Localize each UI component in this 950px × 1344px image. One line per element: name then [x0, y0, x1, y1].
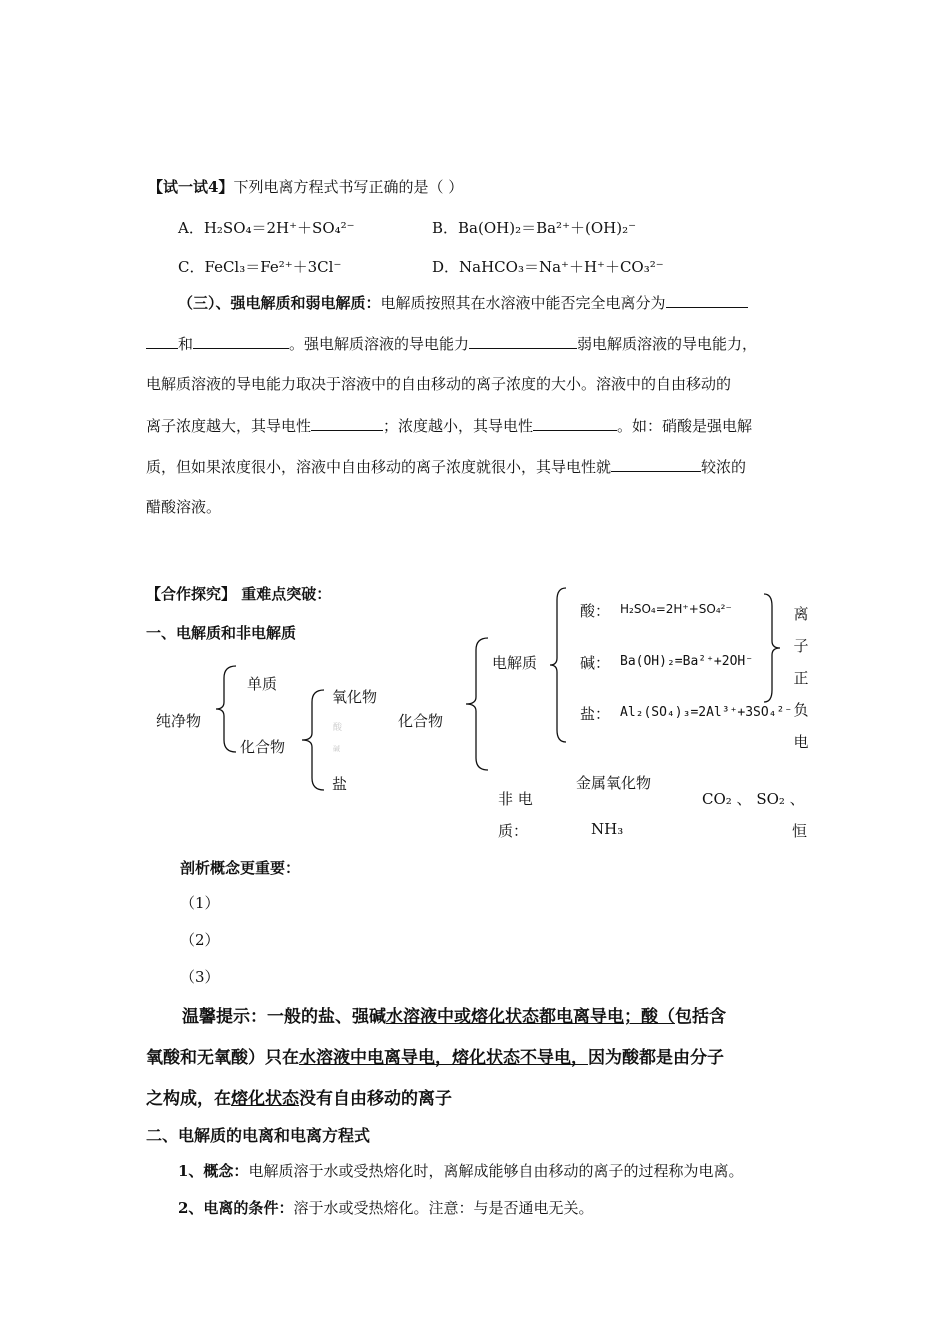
sub1-heading: 一、电解质和非电解质	[146, 624, 297, 642]
analysis-heading: 剖析概念更重要：	[180, 859, 301, 877]
tree-compound2: 化合物	[398, 712, 444, 730]
brace-compound2	[464, 636, 490, 772]
analysis-p3: （3）	[180, 968, 220, 986]
metal-oxide: 金属氧化物	[576, 774, 652, 792]
section3-line2: 和 。强电解质溶液的导电能力 弱电解质溶液的导电能力，	[146, 332, 757, 354]
tree-salt: 盐	[332, 775, 348, 793]
brace-electrolyte	[548, 586, 568, 744]
section3-line1: （三）、强电解质和弱电解质：电解质按照其在水溶液中能否完全电离分为	[178, 291, 748, 313]
acid-label: 酸：	[580, 602, 611, 620]
tip-line2: 氧酸和无氧酸）只在水溶液中电离导电，熔化状态不导电，因为酸都是由分子	[146, 1048, 724, 1068]
section3-line6: 醋酸溶液。	[146, 498, 222, 516]
nonelectrolyte-2: 质：	[498, 822, 529, 840]
tip-line1: 温馨提示：一般的盐、强碱水溶液中或熔化状态都电离导电；酸（包括含	[182, 1007, 726, 1027]
tree-element: 单质	[247, 675, 278, 693]
brace-ions	[762, 592, 782, 704]
blank-6[interactable]	[533, 414, 617, 431]
right-column-last: 恒	[792, 822, 808, 840]
analysis-p2: （2）	[180, 931, 220, 949]
blank-5[interactable]	[311, 414, 383, 431]
tree-pure: 纯净物	[156, 712, 202, 730]
try4-question: 下列电离方程式书写正确的是（ ）	[233, 178, 464, 196]
tree-hidden-acid: 酸	[333, 723, 343, 733]
co2-so2: CO₂ 、 SO₂ 、	[702, 790, 805, 808]
blank-7[interactable]	[611, 455, 701, 472]
section3-heading: （三）、强电解质和弱电解质：	[178, 294, 381, 312]
acid-equation: H₂SO₄=2H⁺+SO₄²⁻	[620, 602, 732, 616]
section3-line4: 离子浓度越大，其导电性 ；浓度越小，其导电性 。如：硝酸是强电解	[146, 414, 752, 436]
tree-compound: 化合物	[240, 738, 286, 756]
option-c: C．FeCl₃＝Fe²⁺＋3Cl⁻	[178, 258, 342, 276]
brace-compound	[300, 688, 326, 792]
try4-line	[148, 176, 463, 197]
blank-1[interactable]	[666, 291, 748, 308]
salt-equation: Al₂(SO₄)₃=2Al³⁺+3SO₄²⁻	[620, 705, 793, 720]
concept-line: 1、概念：电解质溶于水或受热熔化时，离解成能够自由移动的离子的过程称为电离。	[178, 1162, 744, 1180]
try4-label: 【试一试4】	[148, 178, 234, 196]
option-b: B．Ba(OH)₂＝Ba²⁺＋(OH)₂⁻	[432, 219, 636, 237]
coop-heading: 【合作探究】 重难点突破：	[146, 585, 332, 603]
brace-pure	[214, 664, 238, 754]
blank-2[interactable]	[146, 332, 178, 349]
tip-line3: 之构成，在熔化状态没有自由移动的离子	[146, 1089, 452, 1109]
blank-4[interactable]	[469, 332, 577, 349]
tree-hidden-base: 碱	[333, 745, 340, 753]
blank-3[interactable]	[193, 332, 289, 349]
base-label: 碱：	[580, 654, 611, 672]
tree-oxide: 氧化物	[332, 688, 378, 706]
base-equation: Ba(OH)₂=Ba²⁺+2OH⁻	[620, 654, 754, 669]
salt-label: 盐：	[580, 705, 611, 723]
nonelectrolyte-1: 非 电	[498, 790, 533, 808]
right-column: 离 子 正 负 电	[793, 605, 809, 751]
nh3: NH₃	[591, 820, 624, 838]
section3-line3: 电解质溶液的导电能力取决于溶液中的自由移动的离子浓度的大小。溶液中的自由移动的	[146, 375, 732, 393]
condition-line: 2、电离的条件：溶于水或受热熔化。注意：与是否通电无关。	[178, 1199, 594, 1217]
section2-heading: 二、电解质的电离和电离方程式	[146, 1126, 371, 1145]
section3-line5: 质，但如果浓度很小，溶液中自由移动的离子浓度就很小，其导电性就 较浓的	[146, 455, 746, 477]
tree-electrolyte: 电解质	[492, 654, 538, 672]
option-a: A．H₂SO₄＝2H⁺＋SO₄²⁻	[178, 219, 355, 237]
option-d: D．NaHCO₃＝Na⁺＋H⁺＋CO₃²⁻	[432, 258, 664, 276]
analysis-p1: （1）	[180, 894, 220, 912]
